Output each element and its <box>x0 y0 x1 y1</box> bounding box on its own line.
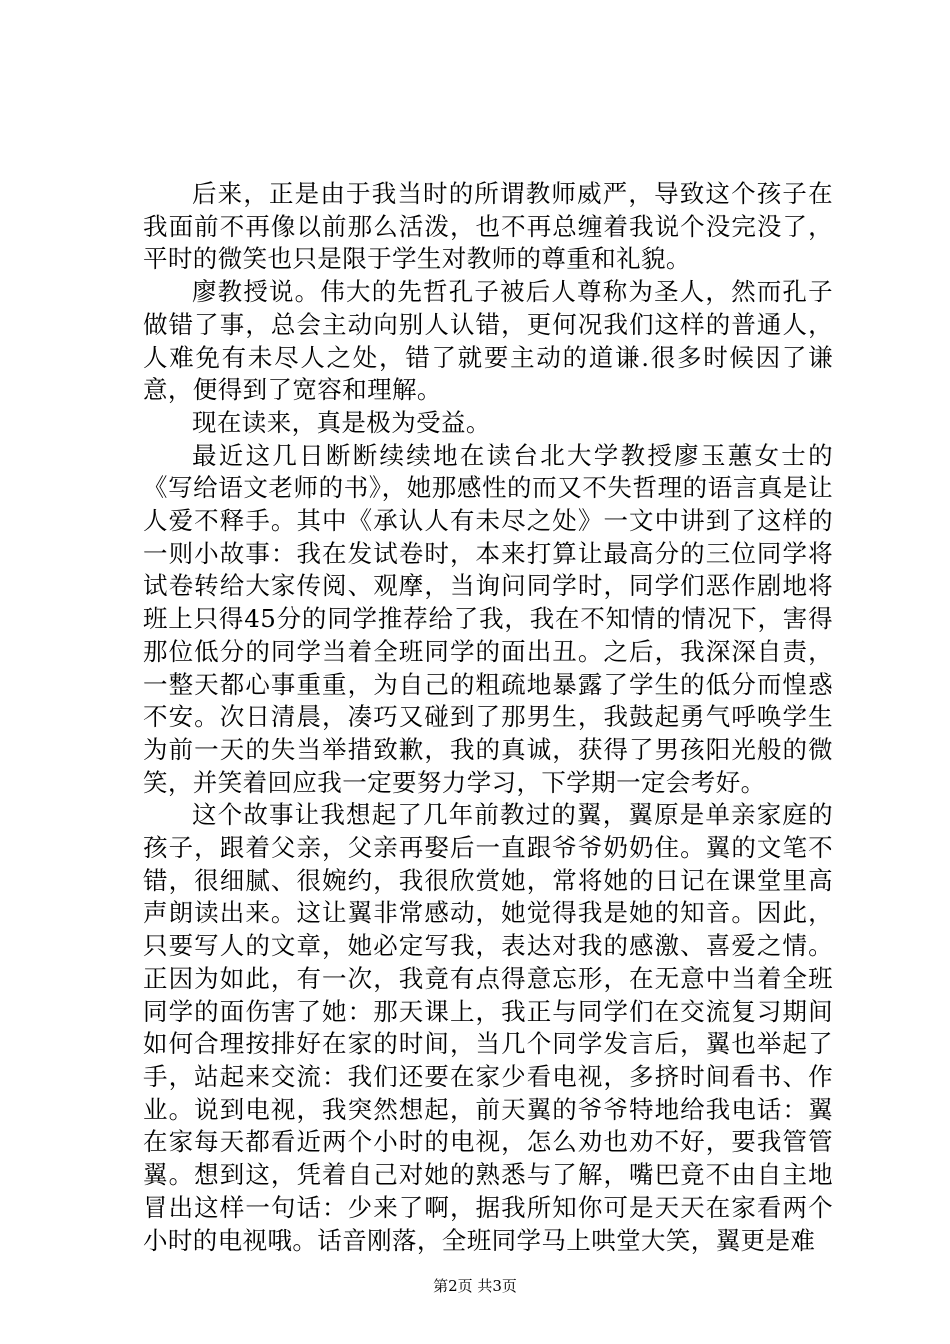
page-number-footer: 第2页 共3页 <box>433 1277 517 1295</box>
paragraph-2: 廖教授说。伟大的先哲孔子被后人尊称为圣人，然而孔子做错了事，总会主动向别人认错，更何况我们这样的普通人，人难免有未尽人之处，错了就要主动的道谦.很多时候因了谦意，便得到了宽容和理解。 <box>143 277 833 405</box>
paragraph-3: 现在读来，真是极为受益。 <box>192 407 491 437</box>
paragraph-5: 这个故事让我想起了几年前教过的翼，翼原是单亲家庭的孩子，跟着父亲，父亲再娶后一直跟爷爷奶奶住。翼的文笔不错，很细腻、很婉约，我很欣赏她，常将她的日记在课堂里高声朗读出来。这让翼非常感动，她觉得我是她的知音。因此，只要写人的文章，她必定写我，表达对我的感激、喜爱之情。正因为如此，有一次，我竟有点得意忘形，在无意中当着全班同学的面伤害了她：那天课上，我正与同学们在交流复习期间如何合理按排好在家的时间，当几个同学发言后，翼也举起了手，站起来交流：我们还要在家少看电视，多挤时间看书、作业。说到电视，我突然想起，前天翼的爷爷特地给我电话：翼在家每天都看近两个小时的电视，怎么劝也劝不好，要我管管翼。想到这，凭着自己对她的熟悉与了解，嘴巴竟不由自主地冒出这样一句话：少来了啊，据我所知你可是天天在家看两个小时的电视哦。话音刚落，全班同学马上哄堂大笑，翼更是难 <box>143 800 833 1255</box>
paragraph-4: 最近这几日断断续续地在读台北大学教授廖玉蕙女士的《写给语文老师的书》，她那感性的而又不失哲理的语言真是让人爱不释手。其中《承认人有未尽之处》一文中讲到了这样的一则小故事：我在发试卷时，本来打算让最高分的三位同学将试卷转给大家传阅、观摩，当询问同学时，同学们恶作剧地将班上只得45分的同学推荐给了我，我在不知情的情况下，害得那位低分的同学当着全班同学的面出丑。之后，我深深自责，一整天都心事重重，为自己的粗疏地暴露了学生的低分而惶惑不安。次日清晨，凑巧又碰到了那男生，我鼓起勇气呼唤学生为前一天的失当举措致歉，我的真诚，获得了男孩阳光般的微笑，并笑着回应我一定要努力学习，下学期一定会考好。 <box>143 440 833 797</box>
paragraph-1: 后来，正是由于我当时的所谓教师威严，导致这个孩子在我面前不再像以前那么活泼，也不再总缠着我说个没完没了，平时的微笑也只是限于学生对教师的尊重和礼貌。 <box>143 179 833 274</box>
document-body <box>143 178 833 1257</box>
